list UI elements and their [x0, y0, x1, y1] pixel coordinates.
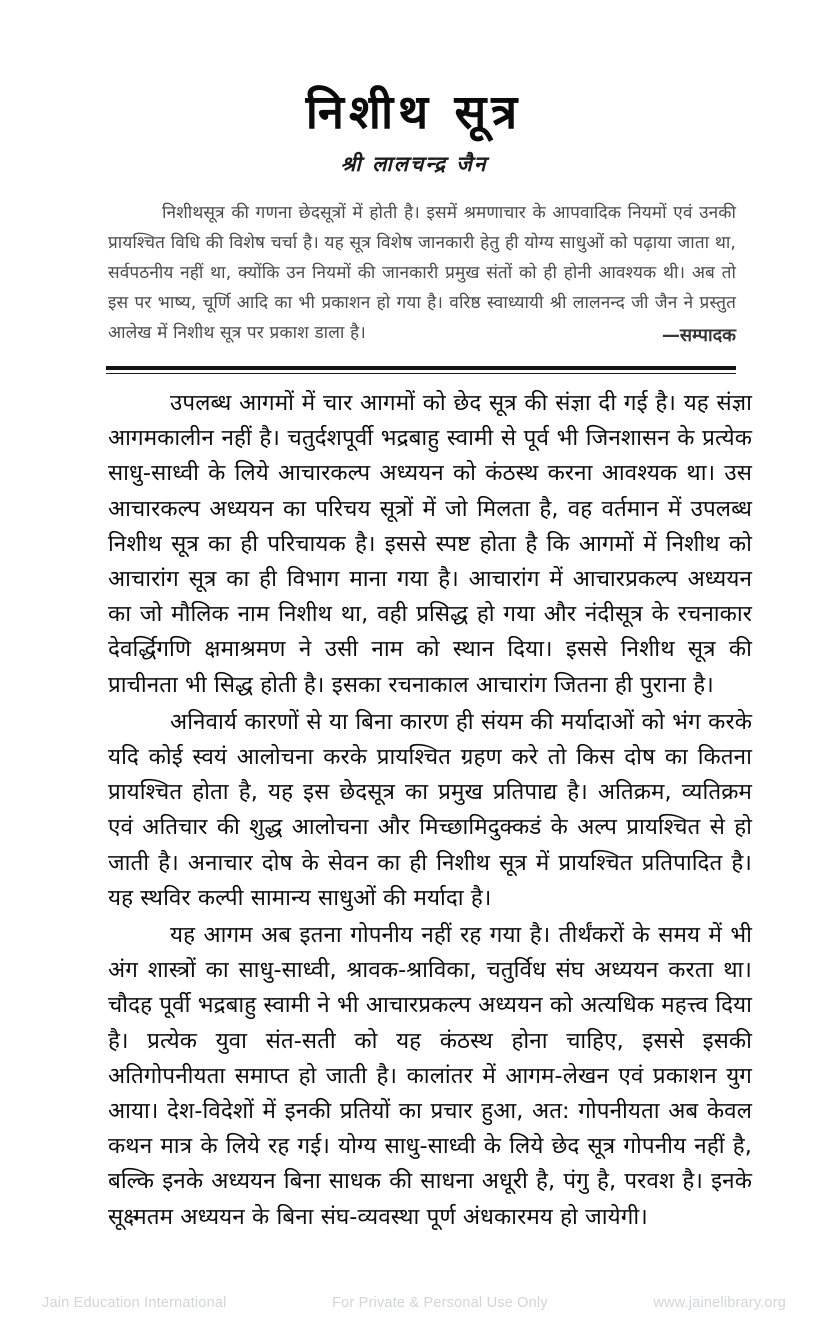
page-footer: [42, 1295, 786, 1311]
title-block: [0, 84, 828, 178]
divider-rule-thick: [106, 366, 736, 370]
divider-rule-thin: [106, 373, 736, 374]
editor-note-text: निशीथसूत्र की गणना छेदसूत्रों में होती है। इसमें श्रमणाचार के आपवादिक नियमों एवं उनकी प्रायश्चित विधि की विशेष चर्चा है। यह सूत्र विशेष जानकारी हेतु ही योग्य साधुओं को पढ़ाया जाता था, सर्वपठनीय नहीं था, क्योंकि उन नियमों की जानकारी प्रमुख संतों को ही होनी आवश्यक थी। अब तो इस पर भाष्य, चूर्णि आदि का भी प्रकाशन हो गया है। वरिष्ठ स्वाध्यायी श्री लालनन्द जी जैन ने प्रस्तुत आलेख में निशीथ सूत्र पर प्रकाश डाला है।: [108, 203, 736, 343]
body-paragraph: उपलब्ध आगमों में चार आगमों को छेद सूत्र की संज्ञा दी गई है। यह संज्ञा आगमकालीन नहीं है। चतुर्दशपूर्वी भद्रबाहु स्वामी से पूर्व भी जिनशासन के प्रत्येक साधु-साध्वी के लिये आचारकल्प अध्ययन को कंठस्थ करना आवश्यक था। उस आचारकल्प अध्ययन का परिचय सूत्रों में जो मिलता है, वह वर्तमान में उपलब्ध निशीथ सूत्र का ही परिचायक है। इससे स्पष्ट होता है कि आगमों में निशीथ को आचारांग सूत्र का ही विभाग माना गया है। आचारांग में आचारप्रकल्प अध्ययन का जो मौलिक नाम निशीथ था, वही प्रसिद्ध हो गया और नंदीसूत्र के रचनाकार देवर्द्धिगणि क्षमाश्रमण ने उसी नाम को स्थान दिया। इससे निशीथ सूत्र की प्राचीनता भी सिद्ध होती है। इसका रचनाकाल आचारांग जितना ही पुराना है।: [108, 390, 752, 698]
footer-website-link[interactable]: www.jainelibrary.org: [653, 1295, 786, 1311]
editor-note-signature: —सम्पादक: [661, 325, 736, 346]
footer-usage-notice: For Private & Personal Use Only: [332, 1295, 548, 1311]
page-title: निशीथ सूत्र: [305, 85, 523, 140]
author-byline: श्री लालचन्द्र जैन: [340, 151, 488, 177]
footer-organization: Jain Education International: [42, 1295, 227, 1311]
body-paragraph: यह आगम अब इतना गोपनीय नहीं रह गया है। तीर्थंकरों के समय में भी अंग शास्त्रों का साधु-साध्वी, श्रावक-श्राविका, चतुर्विध संघ अध्ययन करता था। चौदह पूर्वी भद्रबाहु स्वामी ने भी आचारप्रकल्प अध्ययन को अत्यधिक महत्त्व दिया है। प्रत्येक युवा संत-सती को यह कंठस्थ होना चाहिए, इससे इसकी अतिगोपनीयता समाप्त हो जाती है। कालांतर में आगम-लेखन एवं प्रकाशन युग आया। देश-विदेशों में इनकी प्रतियों का प्रचार हुआ, अत: गोपनीयता अब केवल कथन मात्र के लिये रह गई। योग्य साधु-साध्वी के लिये छेद सूत्र गोपनीय नहीं है, बल्कि इनके अध्ययन बिना साधक की साधना अधूरी है, पंगु है, परवश है। इनके सूक्ष्मतम अध्ययन के बिना संघ-व्यवस्था पूर्ण अंधकारमय हो जायेगी।: [108, 922, 752, 1230]
editor-note: [108, 198, 736, 351]
section-divider: [106, 366, 736, 374]
body-paragraph: अनिवार्य कारणों से या बिना कारण ही संयम की मर्यादाओं को भंग करके यदि कोई स्वयं आलोचना करके प्रायश्चित ग्रहण करे तो किस दोष का कितना प्रायश्चित होता है, यह इस छेदसूत्र का प्रमुख प्रतिपाद्य है। अतिक्रम, व्यतिक्रम एवं अतिचार की शुद्ध आलोचना और मिच्छामिदुक्कडं के अल्प प्रायश्चित से हो जाती है। अनाचार दोष के सेवन का ही निशीथ सूत्र में प्रायश्चित प्रतिपादित है। यह स्थविर कल्पी सामान्य साधुओं की मर्यादा है।: [108, 708, 752, 911]
article-body: [108, 386, 752, 1235]
